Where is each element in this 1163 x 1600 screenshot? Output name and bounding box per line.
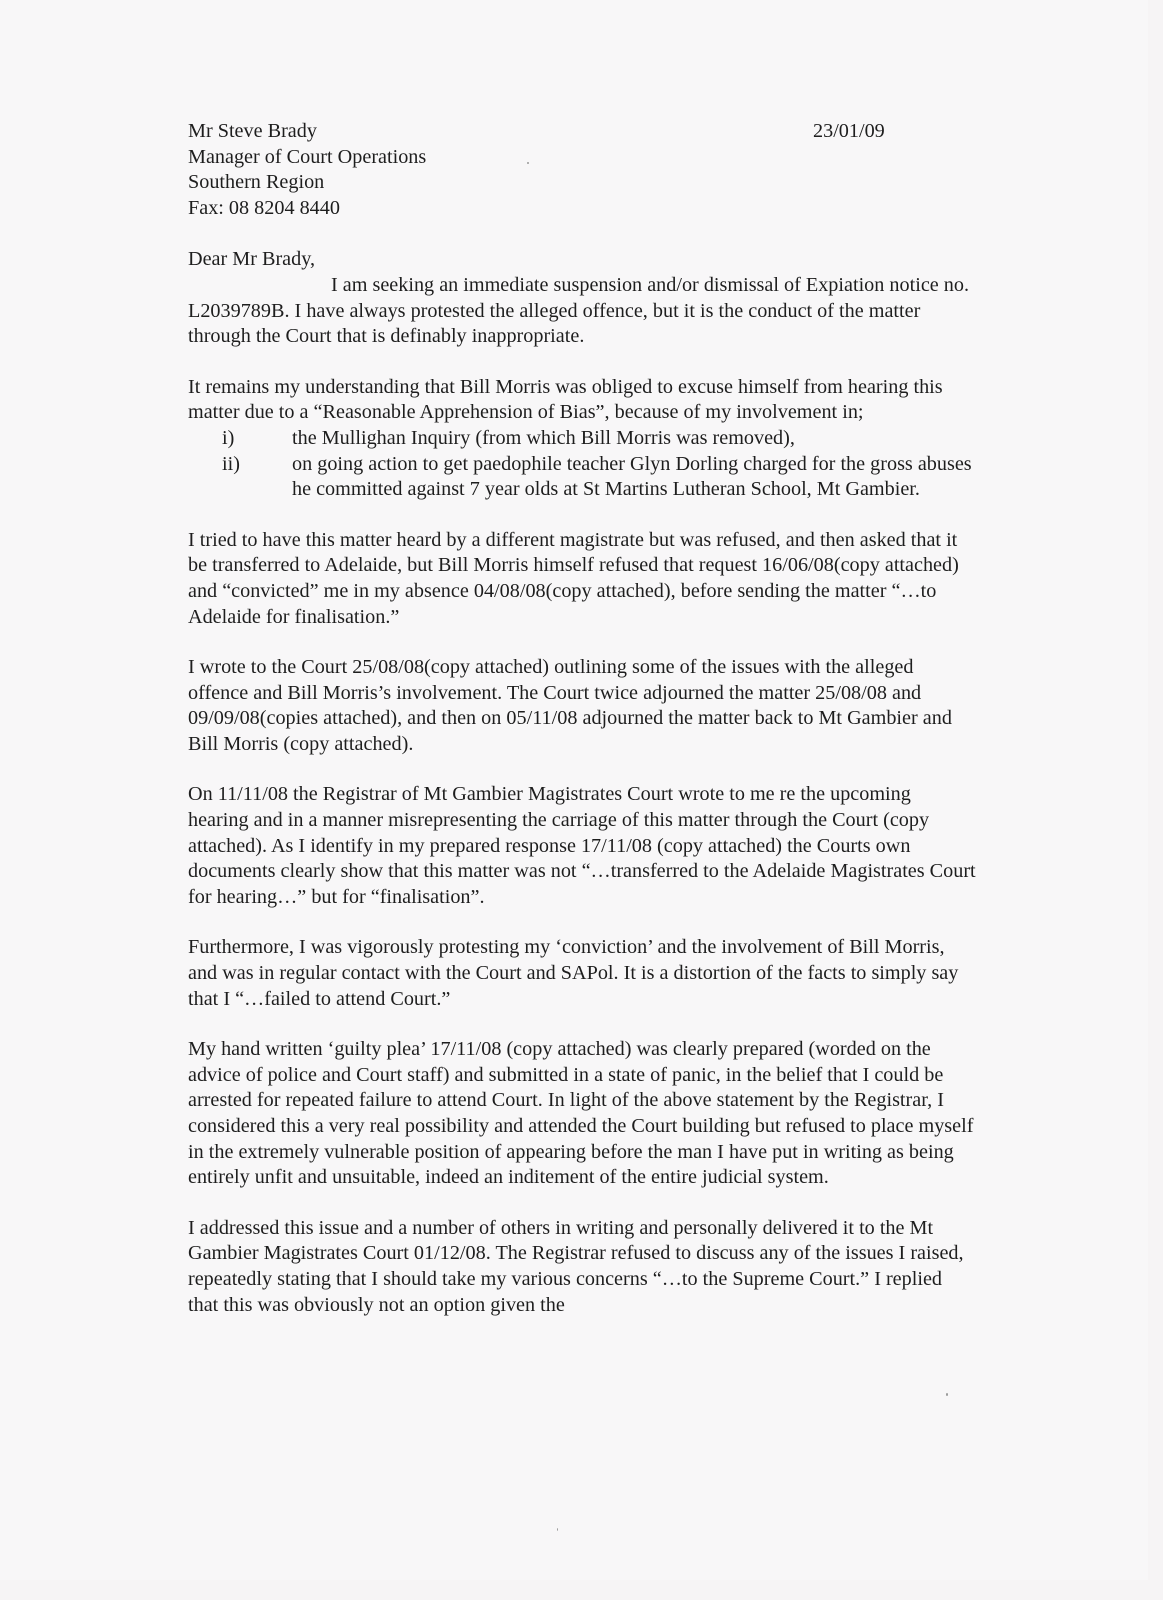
involvement-list: [188, 426, 976, 503]
recipient-address: [188, 119, 976, 221]
list-text: the Mullighan Inquiry (from which Bill Morris was removed),: [292, 426, 795, 449]
recipient-region: Southern Region: [188, 171, 325, 194]
paragraph-5: On 11/11/08 the Registrar of Mt Gambier Magistrates Court wrote to me re the upcoming hearing and in a manner misrepresenting the carriage of this matter through the Court (copy attached). As I identify in my prepared response 17/11/08 (copy attached) the Courts own documents clearly show that this matter was not “…transferred to the Adelaide Magistrates Court for hearing…” but for “finalisation”.: [188, 783, 976, 908]
paragraph-7: My hand written ‘guilty plea’ 17/11/08 (copy attached) was clearly prepared (worded on the advice of police and Court staff) and submitted in a state of panic, in the belief that I could be arrested for repeated failure to attend Court. In light of the above statement by the Registrar, I considered this a very real possibility and attended the Court building but refused to place myself in the extremely vulnerable position of appearing before the man I have put in writing as being entirely unfit and unsuitable, indeed an inditement of the entire judicial system.: [188, 1038, 974, 1189]
list-item: [188, 452, 976, 503]
scan-speck: [946, 1393, 948, 1396]
list-text: on going action to get paedophile teacher Glyn Dorling charged for the gross abuses he committed against 7 year olds at St Martins Lutheran School, Mt Gambier.: [292, 452, 972, 501]
list-marker: ii): [222, 452, 240, 475]
recipient-name: Mr Steve Brady: [188, 120, 317, 142]
paragraph-2: It remains my understanding that Bill Morris was obliged to excuse himself from hearing this matter due to a “Reasonable Apprehension of Bias”, because of my involvement in;: [188, 375, 943, 424]
list-marker: i): [222, 426, 235, 449]
scan-speck: [527, 162, 529, 164]
salutation: Dear Mr Brady,: [188, 248, 316, 271]
paragraph-4: I wrote to the Court 25/08/08(copy attached) outlining some of the issues with the alleged offence and Bill Morris’s involvement. The Court twice adjourned the matter 25/08/08 and 09/09/08(copies attached), and then on 05/11/08 adjourned the matter back to Mt Gambier and Bill Morris (copy attached).: [188, 656, 952, 755]
paragraph-6: Furthermore, I was vigorously protesting my ‘conviction’ and the involvement of Bill Morris, and was in regular contact with the Court and SAPol. It is a distortion of the facts to simply say that I “…failed to attend Court.”: [188, 936, 959, 1010]
recipient-title: Manager of Court Operations: [188, 145, 427, 168]
paragraph-3: I tried to have this matter heard by a different magistrate but was refused, and then asked that it be transferred to Adelaide, but Bill Morris himself refused that request 16/06/08(copy attached) and “convicted” me in my absence 04/08/08(copy attached), before sending the matter “…to Adelaide for finalisation.”: [188, 528, 959, 628]
recipient-fax: Fax: 08 8204 8440: [188, 196, 340, 219]
list-item: [188, 426, 976, 452]
letter-date: 23/01/09: [813, 120, 885, 142]
scan-speck: [557, 1528, 558, 1531]
paragraph-1: I am seeking an immediate suspension and/or dismissal of Expiation notice no. L2039789B. I have always protested the alleged offence, but it is the conduct of the matter through the Court that is definably inappropriate.: [188, 273, 970, 348]
paragraph-8: I addressed this issue and a number of others in writing and personally delivered it to the Mt Gambier Magistrates Court 01/12/08. The Registrar refused to discuss any of the issues I raised, repeatedly stating that I should take my various concerns “…to the Supreme Court.” I replied that this was obviously not an option given the: [188, 1216, 964, 1316]
letter-body: [188, 119, 976, 1343]
